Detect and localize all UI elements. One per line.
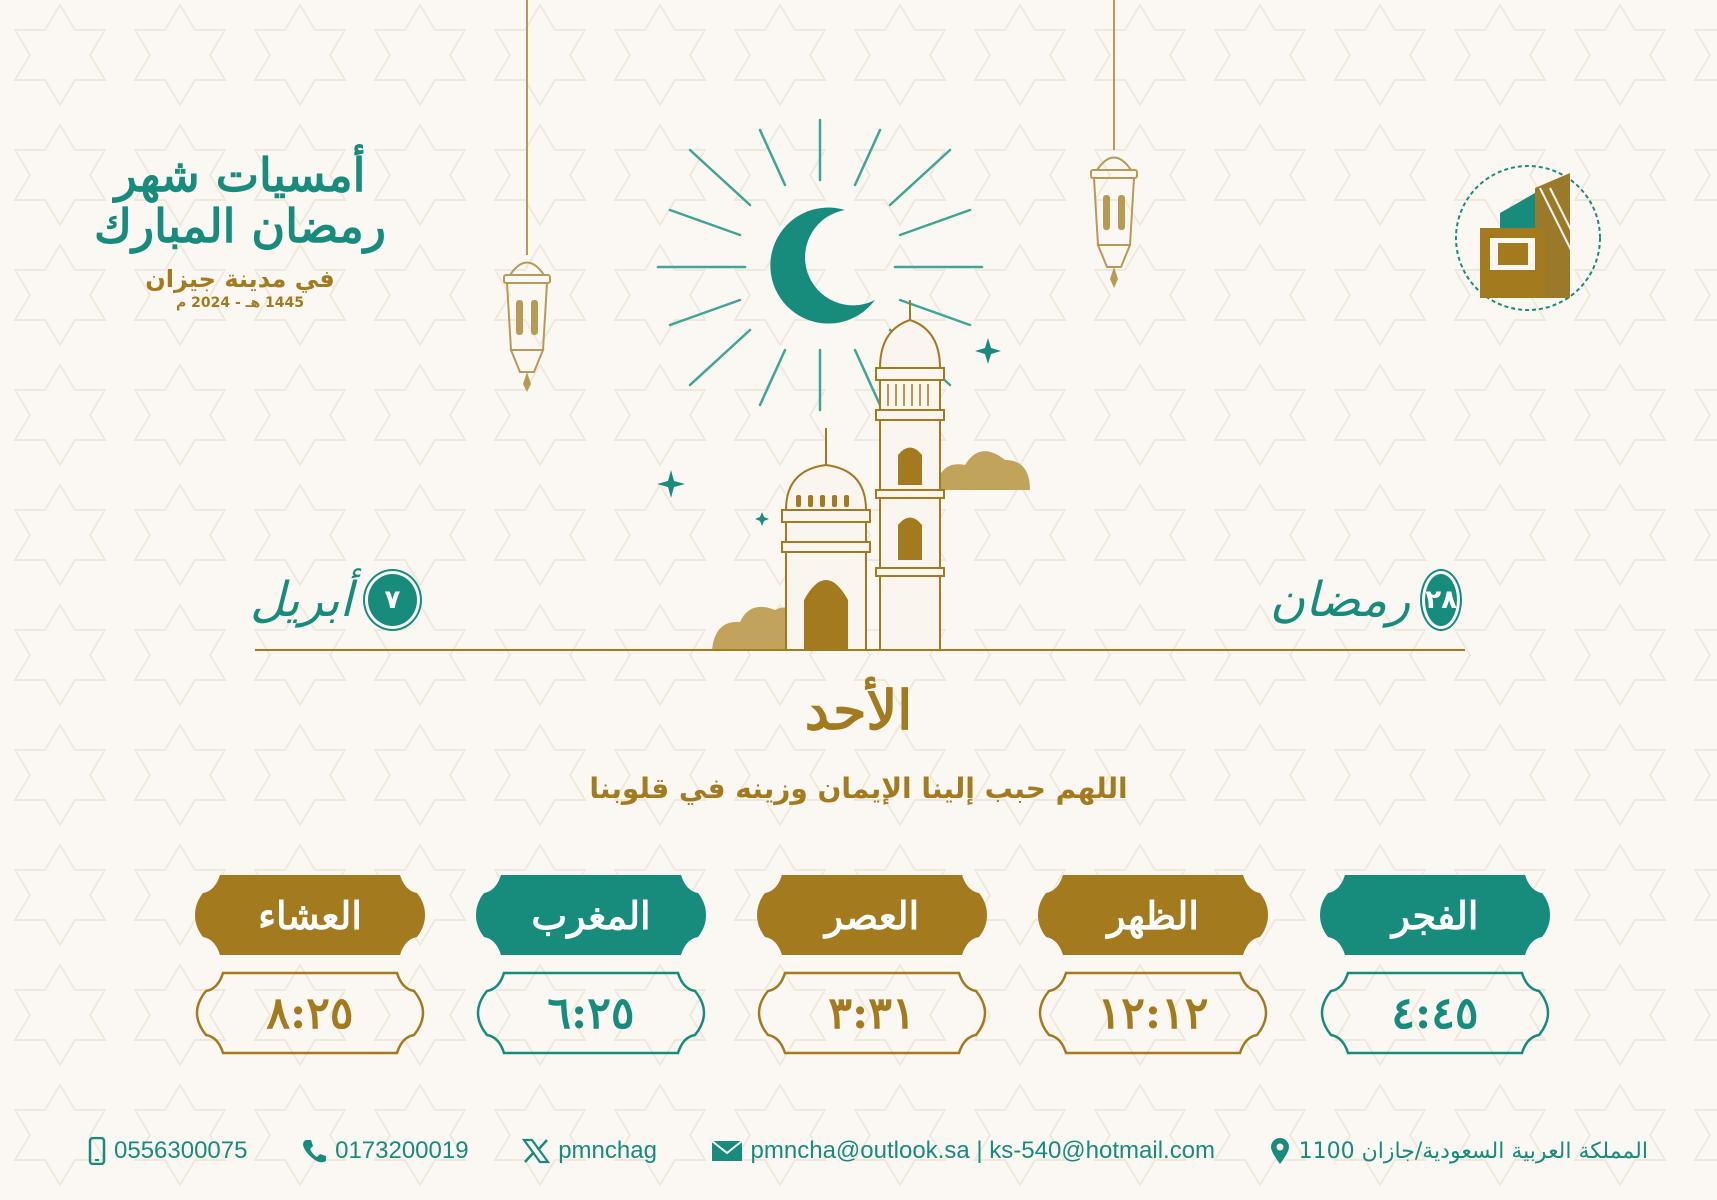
prayer-name: الظهر: [1107, 892, 1199, 938]
prayer-card: [476, 875, 706, 1055]
phone-icon: [301, 1138, 327, 1164]
email-addresses: pmncha@outlook.sa | ks-540@hotmail.com: [750, 1137, 1216, 1164]
lantern-icon: [490, 0, 565, 400]
prayer-time: ٦:٢٥: [547, 987, 635, 1039]
prayer-name: الفجر: [1391, 892, 1479, 938]
dua-text: اللهم حبب إلينا الإيمان وزينه في قلوبنا: [589, 772, 1128, 805]
footer-location: [1269, 1137, 1648, 1165]
address: المملكة العربية السعودية/جازان 1100: [1298, 1138, 1648, 1164]
cloud-icon: [935, 451, 1030, 490]
footer-contact-bar: [88, 1133, 1648, 1169]
footer-phone[interactable]: [301, 1137, 468, 1165]
prayer-name: العشاء: [258, 892, 362, 938]
event-year: 1445 هـ - 2024 م: [175, 295, 304, 312]
hijri-month: رمضان: [1269, 572, 1411, 628]
prayer-card: [195, 875, 425, 1055]
footer-x-account[interactable]: [522, 1137, 657, 1165]
x-handle: pmnchag: [558, 1137, 657, 1164]
prayer-name: العصر: [824, 892, 920, 938]
prayer-card: [1320, 875, 1550, 1055]
prayer-name: المغرب: [531, 892, 651, 938]
event-title-block: [60, 150, 420, 311]
event-title: أمسيات شهر رمضان المبارك: [94, 148, 386, 253]
prayer-time: ٣:٣١: [828, 987, 916, 1039]
event-city: في مدينة جيزان: [145, 265, 335, 294]
prayer-card: [1038, 875, 1268, 1055]
mosque-icon: [700, 300, 1040, 652]
prayer-card: [757, 875, 987, 1055]
day-name: الأحد: [804, 678, 913, 742]
star-icon: [657, 470, 685, 498]
footer-mobile[interactable]: [88, 1137, 247, 1165]
divider: [255, 649, 1465, 651]
prayer-time: ١٢:١٢: [1097, 987, 1209, 1039]
phone-number: 0173200019: [335, 1137, 469, 1164]
gregorian-date: [250, 565, 420, 635]
organization-logo: [1440, 148, 1620, 328]
prayer-time: ٤:٤٥: [1391, 987, 1479, 1039]
mobile-icon: [88, 1137, 106, 1165]
mobile-number: 0556300075: [114, 1137, 248, 1164]
x-logo-icon: [522, 1138, 550, 1164]
mail-icon: [711, 1140, 743, 1162]
gregorian-day-badge: ٧: [365, 571, 420, 629]
prayer-time: ٨:٢٥: [266, 987, 354, 1039]
lantern-icon: [1077, 0, 1152, 300]
gregorian-month: أبريل: [250, 572, 353, 628]
footer-email[interactable]: [711, 1137, 1216, 1165]
location-pin-icon: [1269, 1137, 1291, 1165]
hijri-day-badge: ٢٨: [1422, 571, 1460, 629]
hijri-date: [1270, 565, 1460, 635]
